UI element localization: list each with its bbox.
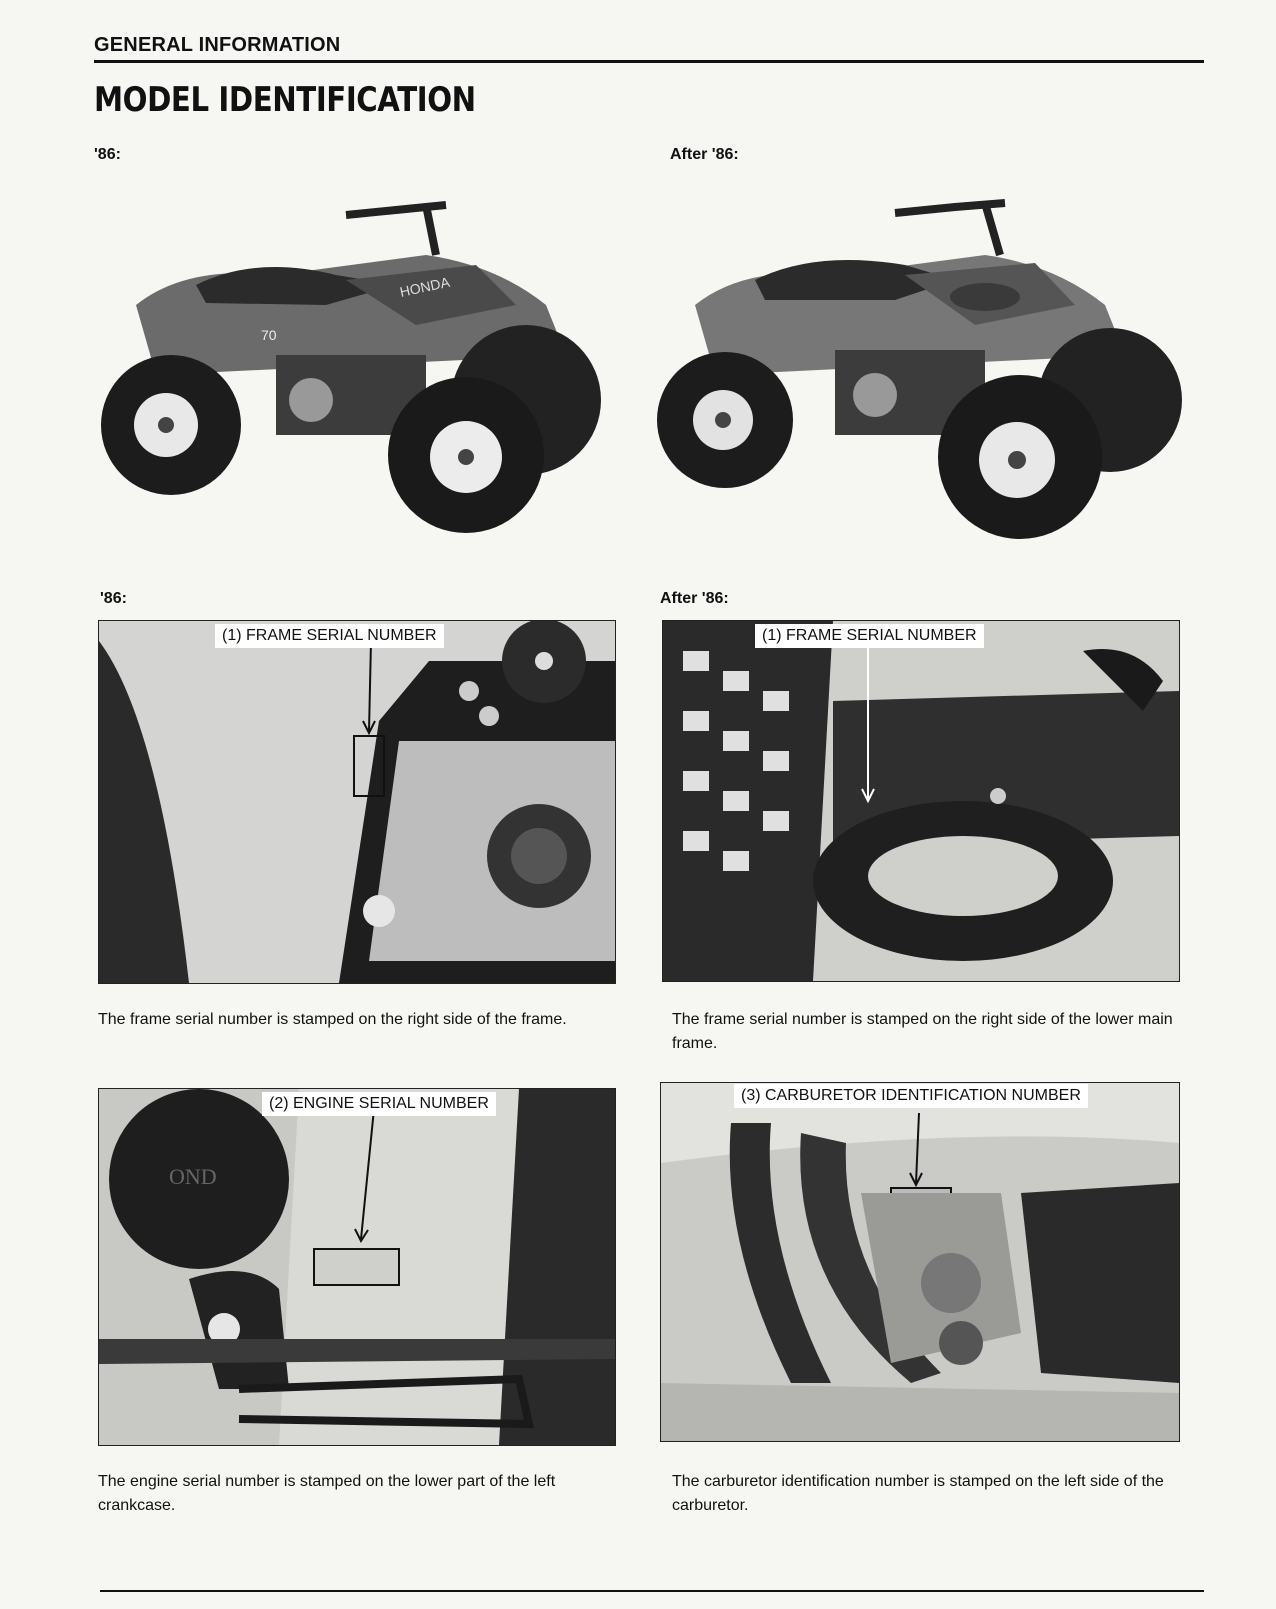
frame-caption-86: The frame serial number is stamped on the right side of the frame. <box>98 1011 567 1028</box>
frame-serial-callout-86: (1) FRAME SERIAL NUMBER <box>215 624 444 648</box>
label-86-atv: '86: <box>94 146 121 163</box>
carburetor-id-photo <box>660 1082 1180 1442</box>
frame-serial-photo-after-86 <box>662 620 1180 982</box>
atv-86-photo <box>96 185 616 545</box>
carburetor-id-callout: (3) CARBURETOR IDENTIFICATION NUMBER <box>734 1084 1088 1108</box>
svg-text:OND: OND <box>169 1164 217 1189</box>
label-after-86-frame: After '86: <box>660 590 729 607</box>
carburetor-caption: The carburetor identification number is stamped on the left side of the carburetor. <box>672 1473 1164 1514</box>
label-86-frame: '86: <box>100 590 127 607</box>
header-rule <box>94 60 1204 63</box>
section-header: GENERAL INFORMATION <box>94 34 341 56</box>
frame-serial-callout-after-86: (1) FRAME SERIAL NUMBER <box>755 624 984 648</box>
frame-serial-photo-86 <box>98 620 616 984</box>
page-title: MODEL IDENTIFICATION <box>94 80 476 120</box>
label-after-86-atv: After '86: <box>670 146 739 163</box>
engine-caption: The engine serial number is stamped on the lower part of the left crankcase. <box>98 1473 556 1514</box>
engine-serial-photo <box>98 1088 616 1446</box>
svg-text:HONDA: HONDA <box>398 273 452 300</box>
svg-text:70: 70 <box>261 327 277 343</box>
frame-caption-after-86: The frame serial number is stamped on the right side of the lower main frame. <box>672 1011 1173 1052</box>
atv-after-86-photo <box>655 185 1185 550</box>
engine-serial-callout: (2) ENGINE SERIAL NUMBER <box>262 1092 496 1116</box>
footer-rule <box>100 1590 1204 1592</box>
